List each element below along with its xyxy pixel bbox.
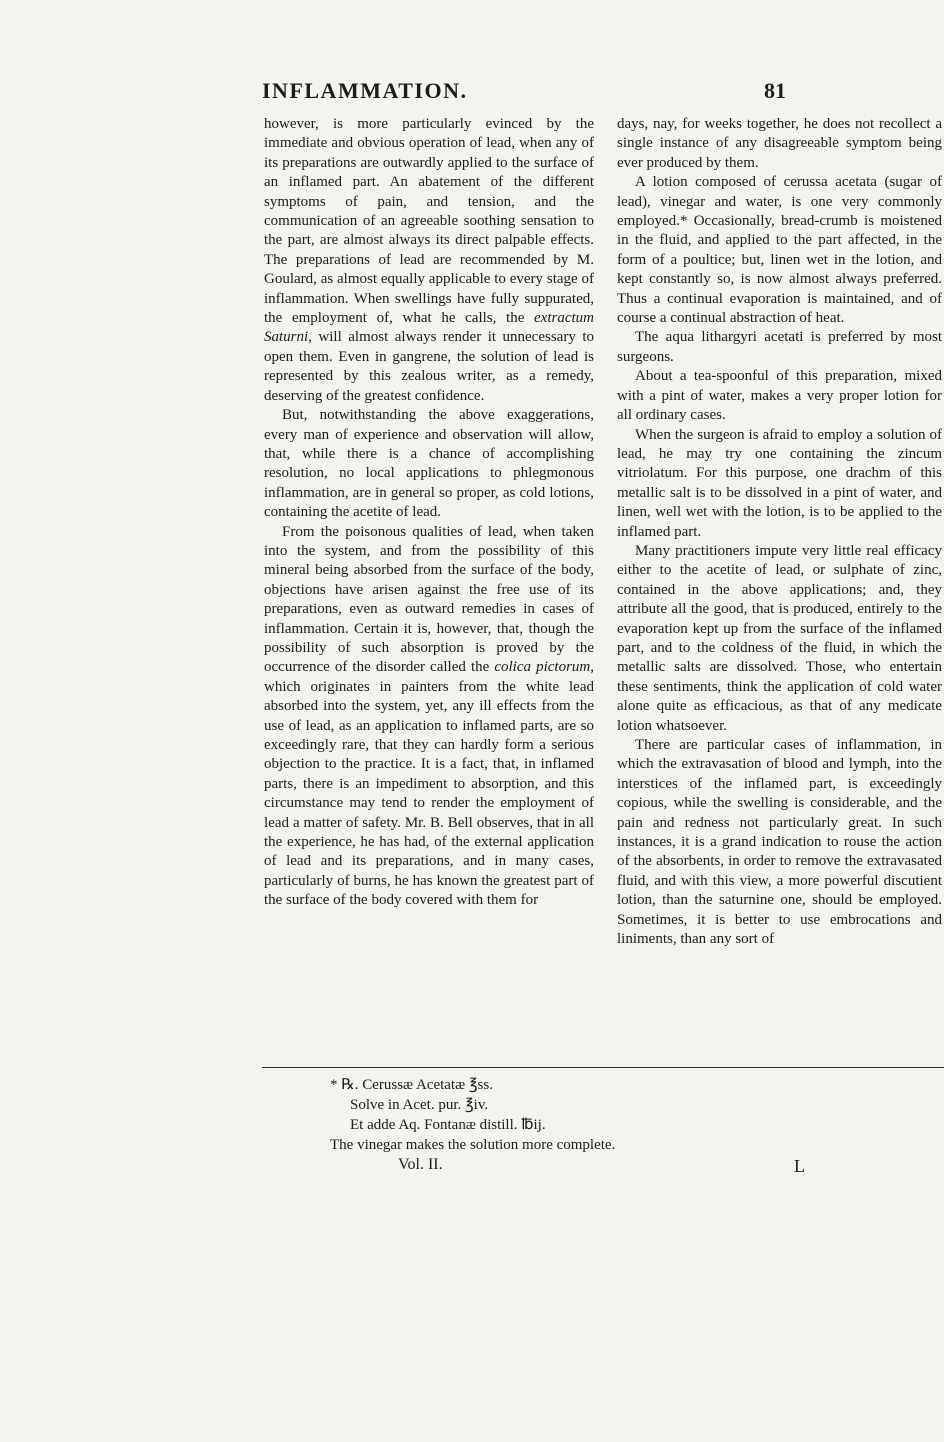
- paragraph: About a tea-spoonful of this preparation, mixed with a pint of water, makes a very proper lotion for all ordinary cases.: [617, 368, 942, 424]
- volume-label: Vol. II.: [398, 1156, 443, 1173]
- paragraph: From the poisonous qualities of lead, when taken into the system, and from the possibility of this mineral being absorbed from the surface of the body, objections have arisen against the free use of its preparations, even as outward remedies in cases of inflammation. Certain it is, however, that, though the possibility of such absorption is proved by the occurrence of the disorder called the colica pictorum, which originates in painters from the white lead absorbed into the system, yet, any ill effects from the use of lead, as an application to inflamed parts, are so exceedingly rare, that they can hardly form a serious objection to the practice. It is a fact, that, in inflamed parts, there is an impediment to absorption, and this circumstance may tend to render the employment of lead a matter of safety. Mr. B. Bell observes, that in all the experience, he has had, of the external application of lead and its preparations, and in many cases, particularly of burns, he has known the greatest part of the surface of the body covered with them for: [264, 523, 594, 909]
- paragraph: The aqua lithargyri acetati is preferred by most surgeons.: [617, 329, 942, 365]
- paragraph: When the surgeon is afraid to employ a solution of lead, he may try one containing the zincum vitriolatum. For this purpose, one drachm of this metallic salt is to be dissolved in a pint of water, and linen, well wet with the lotion, is to be applied to the inflamed part.: [617, 426, 942, 540]
- footnote-line: The vinegar makes the solution more complete.: [330, 1137, 616, 1153]
- signature-mark: L: [794, 1156, 805, 1176]
- page-header: [262, 78, 812, 108]
- page-number: 81: [764, 78, 786, 103]
- running-title: INFLAMMATION.: [262, 78, 468, 103]
- left-column: [264, 115, 594, 911]
- footnote-divider: [262, 1067, 944, 1068]
- paragraph: There are particular cases of inflammation, in which the extravasation of blood and lymph, into the interstices of the inflamed part, is exceedingly copious, while the swelling is considerable, and the pain and redness not particularly great. In such instances, it is a grand indication to rouse the action of the absorbents, in order to remove the extravasated fluid, and with this view, a more powerful discutient lotion, than the saturnine one, should be employed. Sometimes, it is better to use embrocations and liniments, than any sort of: [617, 737, 942, 948]
- signature-line: [398, 1156, 805, 1176]
- footnote-line: * ℞. Cerussæ Acetatæ ℥ss.: [330, 1077, 493, 1093]
- paragraph: Many practitioners impute very little real efficacy either to the acetite of lead, or sulphate of zinc, contained in the above applications; and, they attribute all the good, that is produced, entirely to the evaporation kept up from the surface of the inflamed part, and to the coldness of the fluid, in which the metallic salts are dissolved. Those, who entertain these sentiments, think the application of cold water alone quite as efficacious, as that of any medicate lotion whatsoever.: [617, 542, 942, 734]
- footnote-line: Solve in Acet. pur. ℥iv.: [350, 1097, 489, 1113]
- paragraph: But, notwithstanding the above exaggerations, every man of experience and observation will allow, that, while there is a chance of accomplishing resolution, no local applications to phlegmonous inflammation, are in general so proper, as cold lotions, containing the acetite of lead.: [264, 407, 594, 521]
- paragraph: days, nay, for weeks together, he does not recollect a single instance of any disagreeable symptom being ever produced by them.: [617, 116, 942, 171]
- footnote-line: Et adde Aq. Fontanæ distill. ℔ij.: [350, 1117, 546, 1133]
- footnote: [330, 1075, 890, 1155]
- paragraph: A lotion composed of cerussa acetata (sugar of lead), vinegar and water, is one very commonly employed.* Occasionally, bread-crumb is moistened in the fluid, and applied to the part affected, in the form of a poultice; but, linen wet in the lotion, and kept constantly so, is now almost always preferred. Thus a continual evaporation is maintained, and of course a continual abstraction of heat.: [617, 174, 942, 327]
- right-column: [617, 115, 942, 949]
- paragraph: however, is more particularly evinced by the immediate and obvious operation of lead, when any of its preparations are outwardly applied to the surface of an inflamed part. An abatement of the different symptoms of pain, and tension, and the communication of an agreeable soothing sensation to the part, are almost always its direct palpable effects. The preparations of lead are recommended by M. Goulard, as almost equally applicable to every stage of inflammation. When swellings have fully suppurated, the employment of, what he calls, the extractum Saturni, will almost always render it unnecessary to open them. Even in gangrene, the solution of lead is represented by this zealous writer, as a remedy, deserving of the greatest confidence.: [264, 116, 594, 404]
